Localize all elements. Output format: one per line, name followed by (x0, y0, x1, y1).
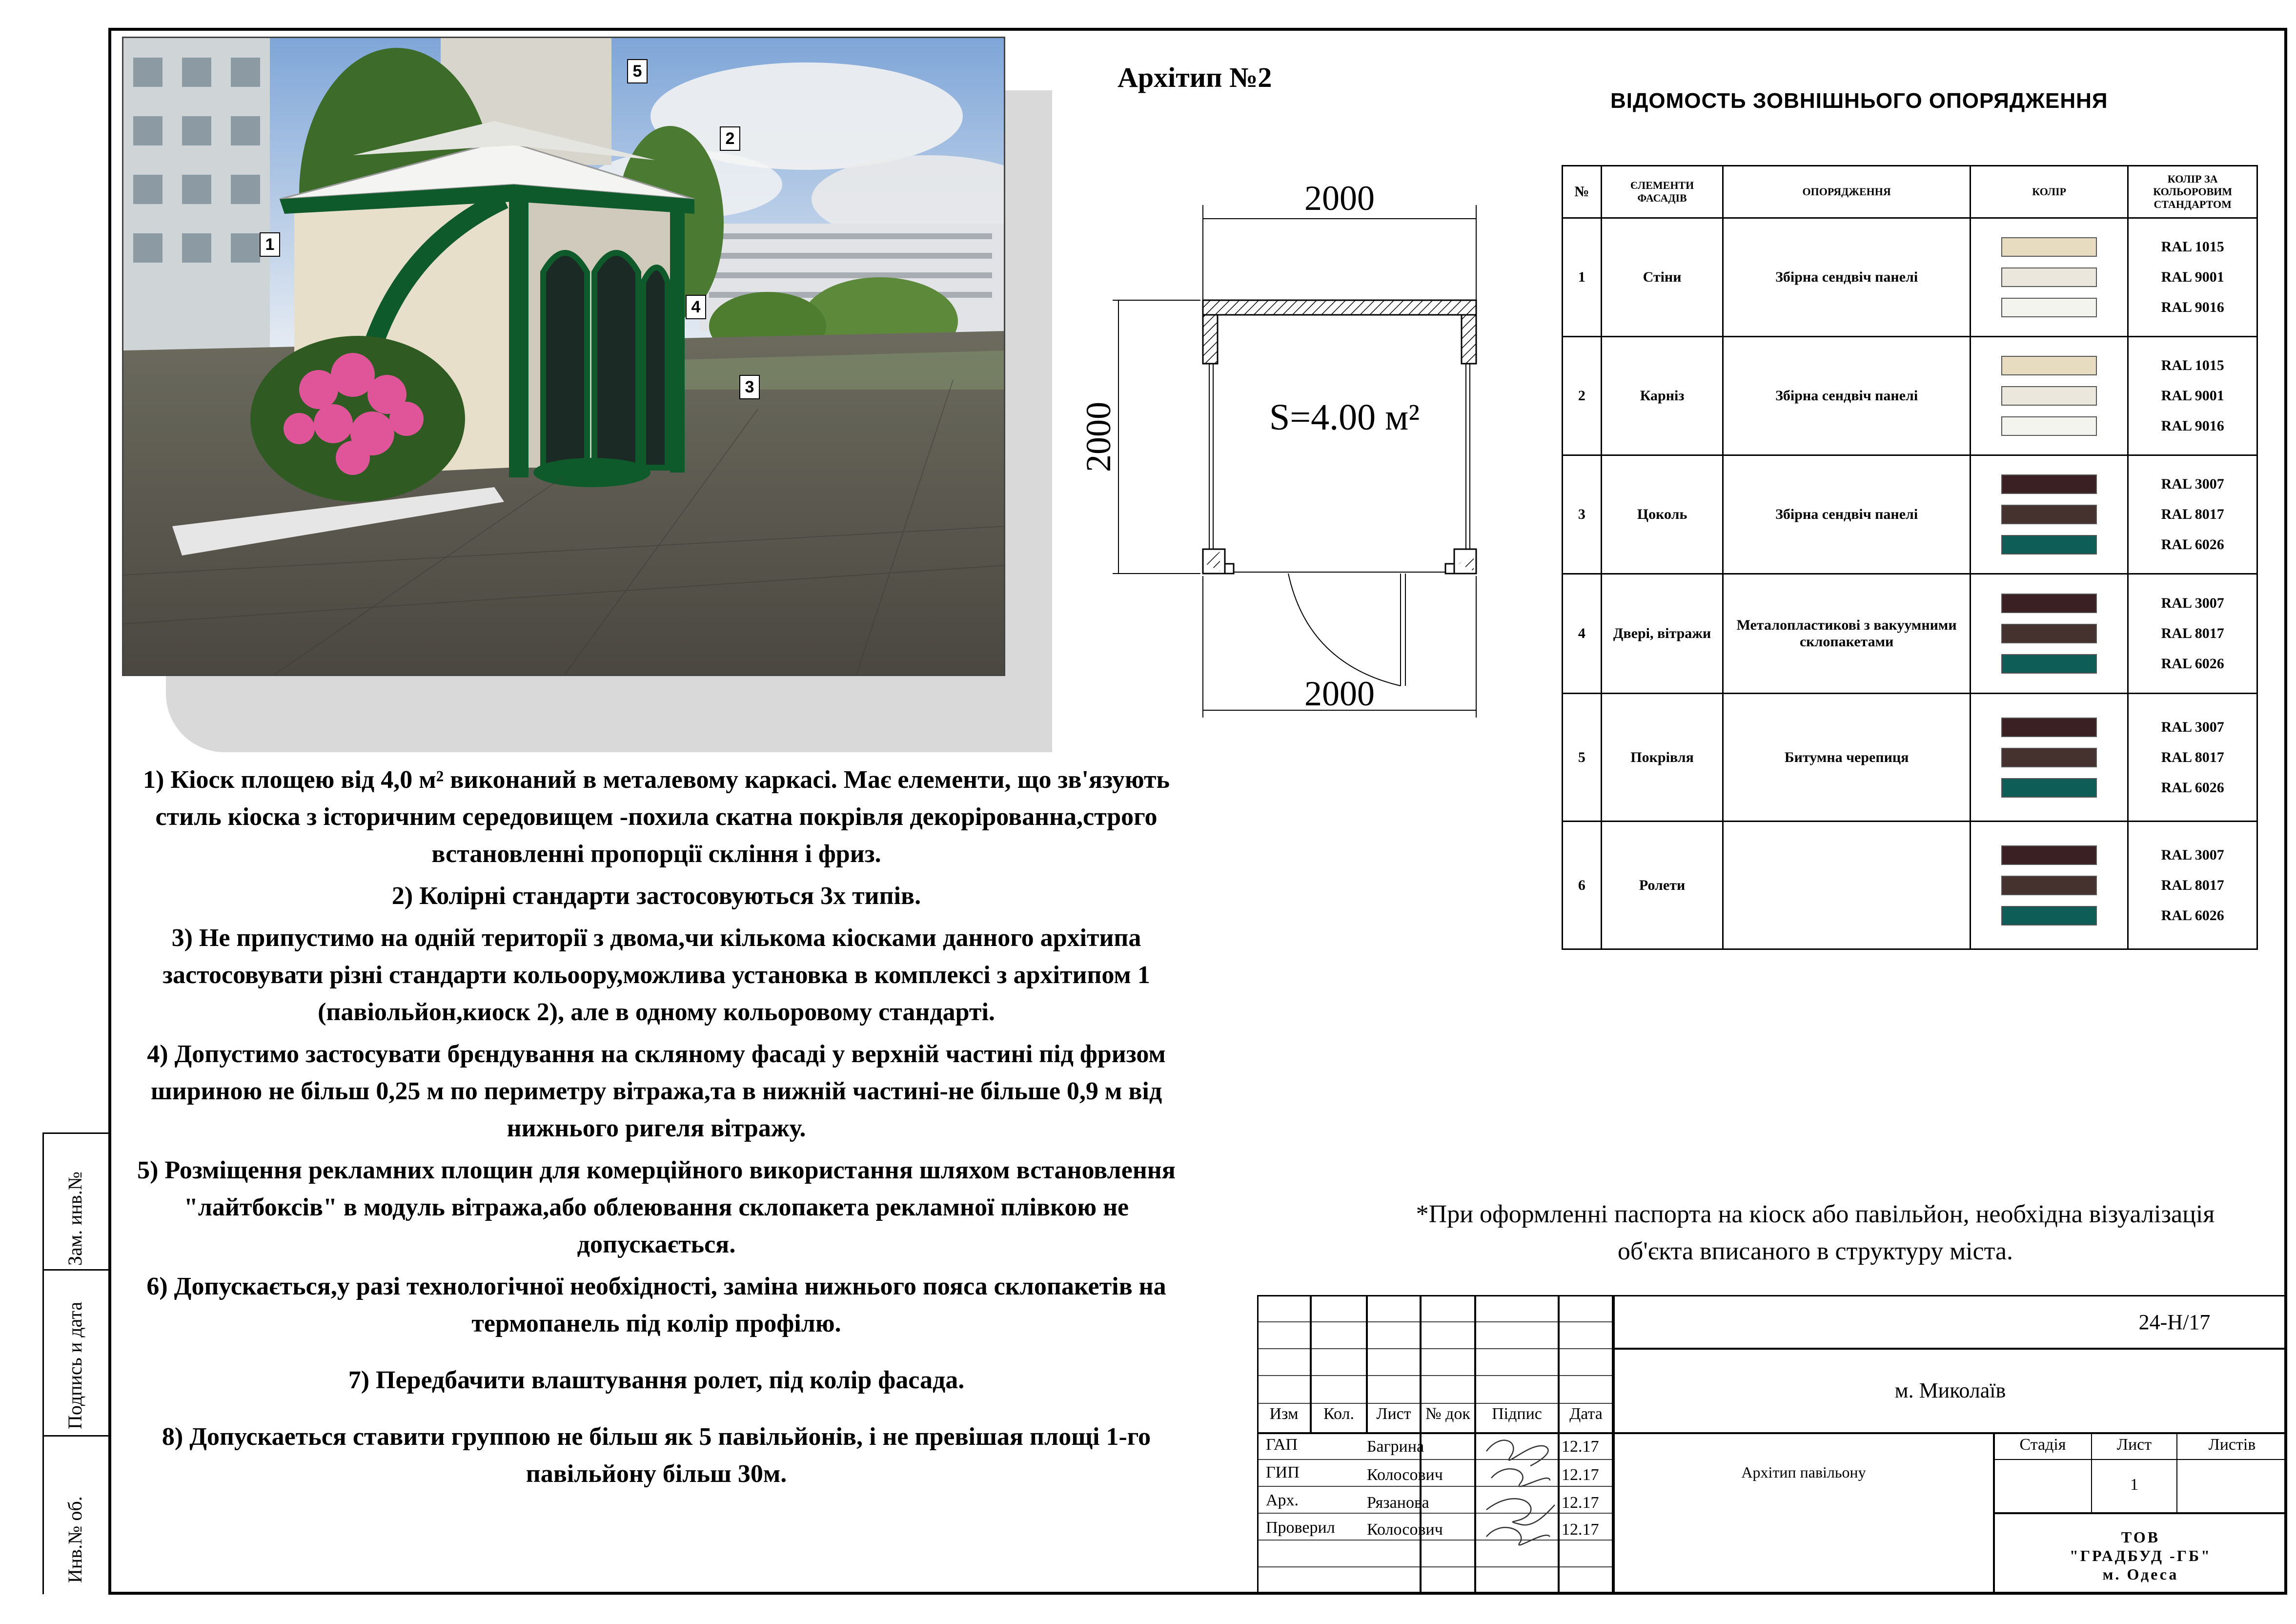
note-item: 6) Допускається,у разі технологічної необхідності, заміна нижнього пояса склопакетів на термопанель під колір профілю. (146, 1273, 1166, 1337)
schedule-col-color: КОЛІР (1971, 166, 2128, 218)
color-swatch (2001, 474, 2097, 494)
schedule-element: Цоколь (1601, 455, 1723, 574)
tb-name-gip: Колосович (1367, 1466, 1443, 1484)
finish-schedule-table (1562, 165, 2258, 950)
ral-code: RAL 3007 (2161, 719, 2224, 735)
project-city: м. Миколаїв (1894, 1378, 2006, 1402)
photo-marker-1: 1 (260, 232, 280, 257)
tb-name-gap: Багрина (1367, 1438, 1424, 1456)
schedule-row (1563, 694, 2257, 822)
ral-code: RAL 6026 (2161, 536, 2224, 553)
schedule-row (1563, 574, 2257, 694)
tb-role-gip: ГИП (1266, 1463, 1300, 1481)
ral-code: RAL 9016 (2161, 418, 2224, 434)
schedule-swatches (1971, 574, 2128, 694)
color-swatch (2001, 356, 2097, 375)
color-swatch (2001, 386, 2097, 406)
sheet-name: Архітип павільону (1741, 1463, 1866, 1481)
schedule-swatches (1971, 337, 2128, 455)
photo-marker-2: 2 (720, 126, 740, 151)
color-swatch (2001, 267, 2097, 287)
schedule-col-num: № (1563, 166, 1602, 218)
plan-dim-bottom: 2000 (1304, 674, 1375, 713)
side-cell-inv-orig (42, 1435, 108, 1594)
photo-marker-5: 5 (627, 59, 648, 83)
ral-code: RAL 1015 (2161, 239, 2224, 255)
schedule-col-finish: ОПОРЯДЖЕННЯ (1723, 166, 1971, 218)
tb-name-arch: Рязанова (1367, 1494, 1429, 1512)
schedule-finish: Збірна сендвіч панелі (1723, 218, 1971, 337)
schedule-ral (2128, 574, 2257, 694)
schedule-num: 3 (1563, 455, 1602, 574)
side-cell-sign-date (42, 1269, 108, 1435)
schedule-header-row (1563, 166, 2257, 218)
tb-date-gip: 12.17 (1562, 1466, 1599, 1484)
schedule-col-ral: КОЛІР ЗА КОЛЬОРОВИМ СТАНДАРТОМ (2128, 166, 2257, 218)
schedule-row (1563, 337, 2257, 455)
ral-code: RAL 9001 (2161, 269, 2224, 285)
tb-stage-label: Стадія (2019, 1436, 2066, 1454)
side-label-sign-date: Подпись и дата (64, 1301, 86, 1429)
tb-role-gap: ГАП (1266, 1436, 1298, 1454)
company-block (1994, 1528, 2287, 1583)
note-item: 5) Розміщення рекламних площин для комерційного використання шляхом встановлення "лайтбоксів" в модуль вітража,або облеювання склопакета рекламної плівкою не допускається. (137, 1156, 1176, 1258)
schedule-finish: Битумна черепиця (1723, 694, 1971, 822)
tb-name-checked: Колосович (1367, 1521, 1443, 1539)
color-swatch (2001, 416, 2097, 436)
ral-code: RAL 3007 (2161, 595, 2224, 611)
tb-header-date: Дата (1569, 1405, 1603, 1423)
side-label-inv-orig: Инв.№ об. (64, 1496, 86, 1583)
color-swatch (2001, 876, 2097, 895)
note-item: 2) Колірні стандарти застосовуються 3х типів. (391, 882, 921, 910)
schedule-swatches (1971, 822, 2128, 949)
passport-footnote: *При оформленні паспорта на кіоск або павільйон, необхідна візуалізація об'єкта вписаного в структуру міста. (1416, 1200, 2215, 1265)
schedule-swatches (1971, 218, 2128, 337)
tb-header-sign: Підпис (1492, 1405, 1542, 1423)
color-swatch (2001, 624, 2097, 643)
plan-dim-left: 2000 (1079, 402, 1118, 472)
ral-code: RAL 3007 (2161, 846, 2224, 863)
color-swatch (2001, 505, 2097, 524)
ral-code: RAL 6026 (2161, 779, 2224, 796)
color-swatch (2001, 298, 2097, 317)
note-item: 7) Передбачити влаштування ролет, під колір фасада. (348, 1366, 965, 1394)
note-item: 8) Допускаеться ставити группою не більш як 5 павільйонів, і не превішая площі 1-го павільйону більш 30м. (162, 1423, 1151, 1488)
title-block (1257, 1295, 2287, 1595)
tb-header-doc: № док (1425, 1405, 1470, 1423)
color-swatch (2001, 718, 2097, 737)
color-swatch (2001, 594, 2097, 613)
tb-role-checked: Проверил (1266, 1519, 1335, 1537)
note-item: 4) Допустимо застосувати брєндування на скляному фасаді у верхній частині під фризом шириною не більш 0,25 м по периметру вітража,та в нижній частині-не більше 0,9 м від нижнього ригеля вітражу. (147, 1040, 1166, 1142)
schedule-swatches (1971, 455, 2128, 574)
side-label-zam-inv: Зам. инв.№ (64, 1172, 86, 1266)
schedule-num: 2 (1563, 337, 1602, 455)
kiosk-floor-plan (1064, 176, 1503, 727)
schedule-num: 5 (1563, 694, 1602, 822)
ral-code: RAL 3007 (2161, 476, 2224, 492)
plan-dim-top: 2000 (1304, 179, 1375, 218)
ral-code: RAL 6026 (2161, 907, 2224, 924)
color-swatch (2001, 748, 2097, 767)
side-cell-zam-inv (42, 1132, 108, 1269)
schedule-ral (2128, 822, 2257, 949)
schedule-element: Карніз (1601, 337, 1723, 455)
company-type: ТОВ (2121, 1528, 2160, 1546)
tb-header-list: Лист (1376, 1405, 1411, 1423)
schedule-ral (2128, 694, 2257, 822)
company-city: м. Одеса (2102, 1565, 2179, 1583)
archetype-title: Архітип №2 (1118, 62, 1272, 93)
tb-sheet-value: 1 (2130, 1476, 2138, 1494)
ral-code: RAL 8017 (2161, 625, 2224, 641)
schedule-swatches (1971, 694, 2128, 822)
schedule-finish (1723, 822, 1971, 949)
schedule-element: Ролети (1601, 822, 1723, 949)
company-name: "ГРАДБУД -ГБ" (2070, 1547, 2212, 1564)
ral-code: RAL 8017 (2161, 506, 2224, 522)
color-swatch (2001, 535, 2097, 555)
schedule-num: 4 (1563, 574, 1602, 694)
ral-code: RAL 8017 (2161, 877, 2224, 893)
side-stamp (42, 1132, 108, 1594)
schedule-num: 1 (1563, 218, 1602, 337)
ral-code: RAL 9001 (2161, 388, 2224, 404)
tb-date-arch: 12.17 (1562, 1494, 1599, 1512)
color-swatch (2001, 237, 2097, 257)
note-item: 1) Кіоск площею від 4,0 м² виконаний в металевому каркасі. Має елементи, що зв'язують стиль кіоска з історичним середовищем -похила скатна покрівля декорірованна,строго встановленні пропорції скління і фриз. (143, 766, 1170, 868)
color-swatch (2001, 906, 2097, 925)
tb-date-gap: 12.17 (1562, 1438, 1599, 1456)
ral-code: RAL 6026 (2161, 656, 2224, 672)
note-item: 3) Не припустимо на одній території з двома,чи кількома кіосками данного архітипа застосовувати різні стандарти кольоору,можлива установка в комплексі з архітипом 1 (павіольйон,киоск 2), але в одному кольоровому стандарті. (163, 924, 1150, 1026)
tb-sheet-label: Лист (2116, 1436, 2152, 1454)
schedule-element: Стіни (1601, 218, 1723, 337)
schedule-ral (2128, 455, 2257, 574)
schedule-finish: Збірна сендвіч панелі (1723, 337, 1971, 455)
ral-code: RAL 9016 (2161, 299, 2224, 315)
schedule-row (1563, 822, 2257, 949)
schedule-row (1563, 455, 2257, 574)
kiosk-visualization (122, 37, 1005, 676)
ral-code: RAL 1015 (2161, 357, 2224, 373)
ral-code: RAL 8017 (2161, 749, 2224, 765)
schedule-element: Покрівля (1601, 694, 1723, 822)
project-code: 24-Н/17 (2138, 1310, 2211, 1334)
color-swatch (2001, 845, 2097, 865)
tb-date-checked: 12.17 (1562, 1521, 1599, 1539)
color-swatch (2001, 654, 2097, 674)
schedule-ral (2128, 337, 2257, 455)
schedule-finish: Збірна сендвіч панелі (1723, 455, 1971, 574)
kiosk-render-illustration (123, 38, 1005, 676)
plan-area: S=4.00 м² (1269, 397, 1420, 438)
photo-marker-3: 3 (739, 375, 760, 399)
schedule-title: ВІДОМОСТЬ ЗОВНІШНЬОГО ОПОРЯДЖЕННЯ (1610, 89, 2108, 113)
schedule-finish: Металопластикові з вакуумними склопакетами (1723, 574, 1971, 694)
schedule-num: 6 (1563, 822, 1602, 949)
notes-list (112, 761, 1200, 1493)
color-swatch (2001, 778, 2097, 798)
tb-header-izm: Изм (1269, 1405, 1299, 1423)
schedule-row (1563, 218, 2257, 337)
schedule-col-element: ЄЛЕМЕНТИ ФАСАДІВ (1601, 166, 1723, 218)
schedule-element: Двері, вітражи (1601, 574, 1723, 694)
tb-role-arch: Арх. (1266, 1491, 1299, 1509)
photo-marker-4: 4 (686, 295, 706, 319)
schedule-ral (2128, 218, 2257, 337)
tb-header-kol: Кол. (1323, 1405, 1354, 1423)
tb-sheets-label: Листів (2208, 1436, 2256, 1454)
